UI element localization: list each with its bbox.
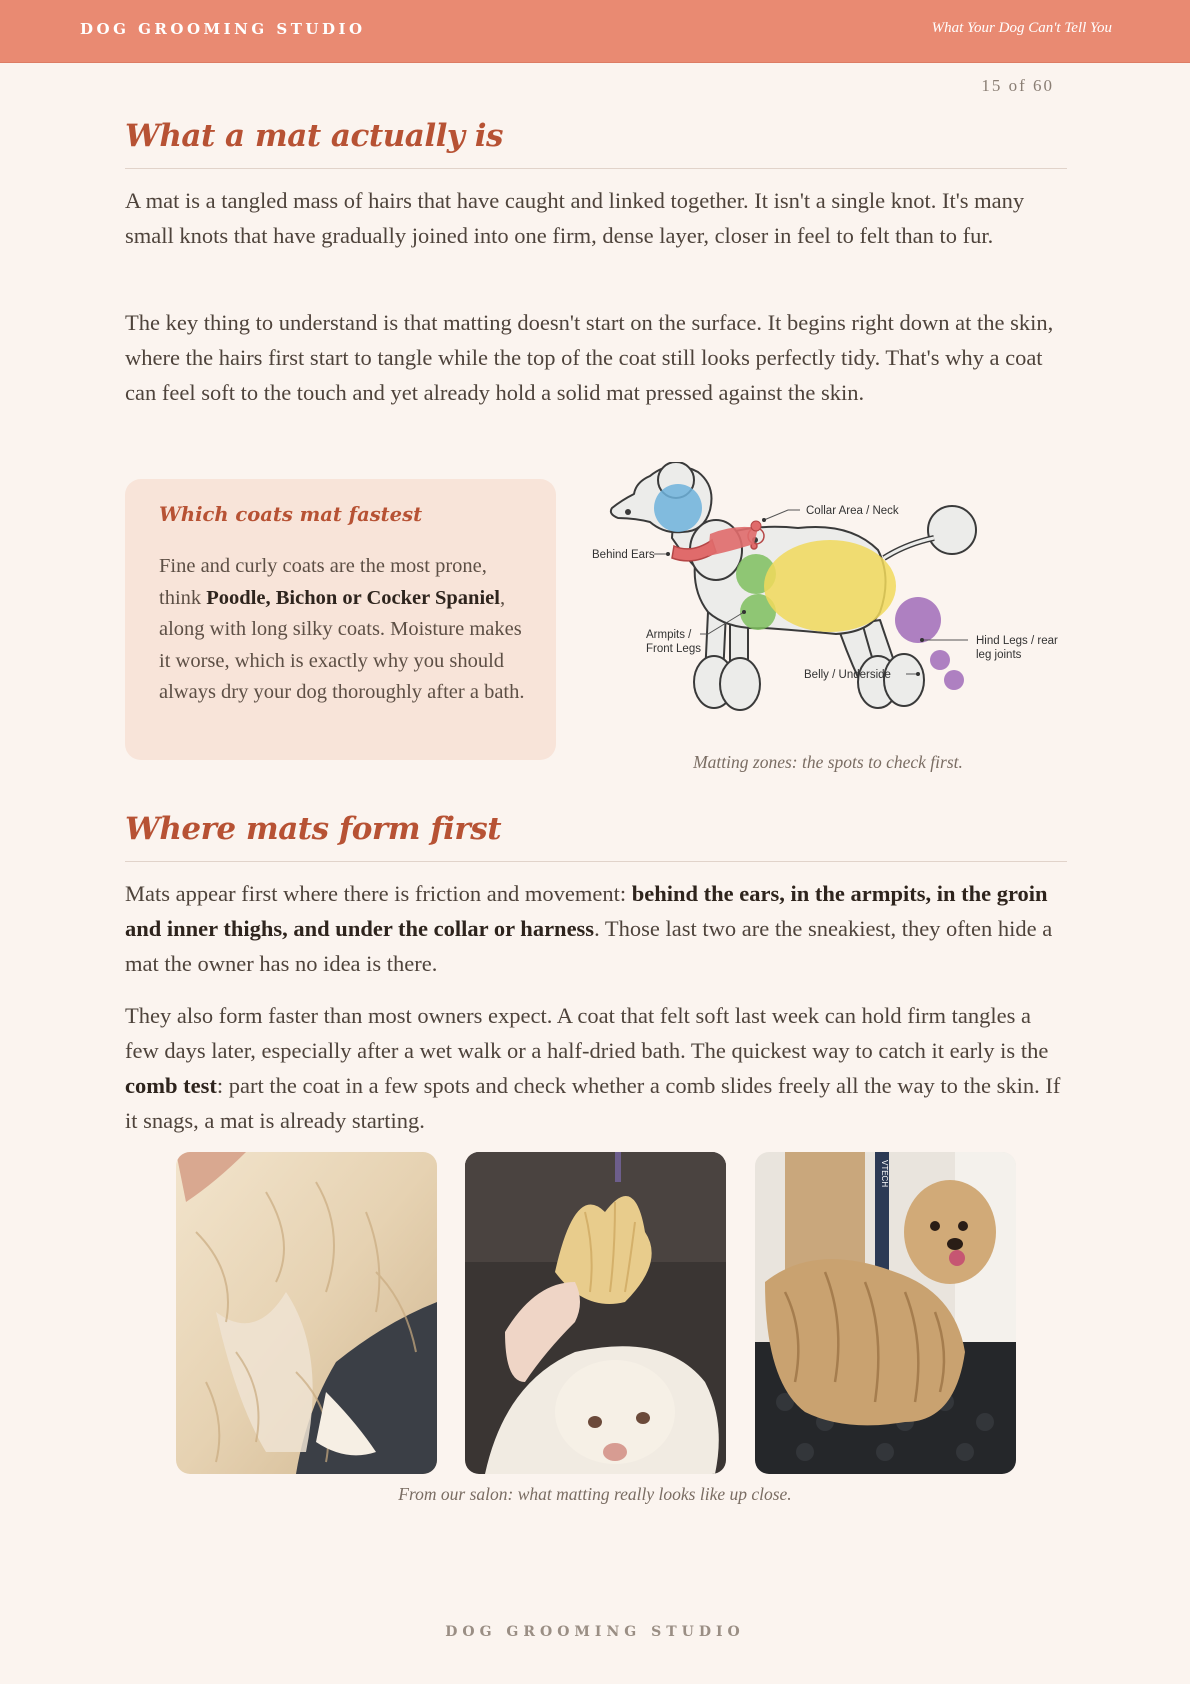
label-collar: Collar Area / Neck xyxy=(806,505,899,517)
label-hind-1: Hind Legs / rear xyxy=(976,635,1058,647)
label-armpits-2: Front Legs xyxy=(646,643,701,655)
zone-behind-ears xyxy=(654,484,702,532)
page-header xyxy=(0,0,1190,63)
photo-removed-mat-puppy xyxy=(465,1152,726,1474)
paragraph-mat-locations: Mats appear first where there is friction and movement: behind the ears, in the armpits, in the groin and inner thighs, and under the collar or harness. Those last two are the sneakiest, they often hide a mat the owner has no idea is there. xyxy=(125,881,1053,976)
paragraph-mat-definition: A mat is a tangled mass of hairs that have caught and linked together. It isn't a single knot. It's many small knots that have gradually joined into one firm, dense layer, closer in feel to felt than to fur. xyxy=(125,188,1025,248)
tail-pom xyxy=(928,506,976,554)
zone-hind-joint xyxy=(930,650,950,670)
callout-title: Which coats mat fastest xyxy=(159,503,423,526)
section-divider xyxy=(125,861,1067,862)
brand-name: DOG GROOMING STUDIO xyxy=(80,20,366,38)
diagram-caption: Matting zones: the spots to check first. xyxy=(693,752,963,772)
matting-zones-diagram xyxy=(588,462,1068,740)
section-divider xyxy=(125,168,1067,169)
photo-matted-dog-on-table xyxy=(755,1152,1016,1474)
callout-coats-mat-fastest xyxy=(125,479,556,760)
label-behind-ears: Behind Ears xyxy=(592,549,655,561)
paragraph-comb-test: They also form faster than most owners expect. A coat that felt soft last week can hold firm tangles a few days later, especially after a wet walk or a half-dried bath. The quickest way to catch it early is the comb test: part the coat in a few spots and check whether a comb slides freely all the way to the skin. If it snags, a mat is already starting. xyxy=(125,1003,1061,1133)
header-tagline: What Your Dog Can't Tell You xyxy=(931,20,1112,36)
label-belly: Belly / Underside xyxy=(804,669,891,681)
comb-test-term: comb test xyxy=(125,1073,217,1098)
page-number: 15 of 60 xyxy=(981,76,1054,95)
front-paw-pom-2 xyxy=(720,658,760,710)
photo-matted-coat-closeup xyxy=(176,1152,437,1474)
zone-hind-legs xyxy=(895,597,941,643)
zone-hind-hock xyxy=(944,670,964,690)
label-hind-2: leg joints xyxy=(976,649,1022,661)
paragraph-matting-at-skin: The key thing to understand is that matting doesn't start on the surface. It begins right down at the skin, where the hairs first start to tangle while the top of the coat still looks perfectly tidy. That's why a coat can feel soft to the touch and yet already hold a solid mat pressed against the skin. xyxy=(125,310,1054,405)
collar-front xyxy=(751,521,761,531)
callout-text: Fine and curly coats are the most prone, think Poodle, Bichon or Cocker Spaniel, along with long silky coats. Moisture makes it worse, which is exactly why you should always dry your dog thoroughly after a bath. xyxy=(159,555,525,703)
callout-breeds: Poodle, Bichon or Cocker Spaniel xyxy=(206,586,500,609)
section-title-where-mats-form: Where mats form first xyxy=(125,811,502,847)
label-armpits-1: Armpits / xyxy=(646,629,692,641)
leash-text: VTECH xyxy=(880,1160,889,1188)
photos-caption: From our salon: what matting really looks like up close. xyxy=(398,1484,792,1504)
dog-nose xyxy=(625,509,631,515)
section-title-what-a-mat-is: What a mat actually is xyxy=(125,118,503,154)
page-footer: DOG GROOMING STUDIO xyxy=(445,1624,745,1640)
mat-locations-highlight: behind the ears, in the armpits, in the groin and inner thighs, and under the collar or harness xyxy=(125,881,1048,941)
zone-belly xyxy=(764,540,896,632)
